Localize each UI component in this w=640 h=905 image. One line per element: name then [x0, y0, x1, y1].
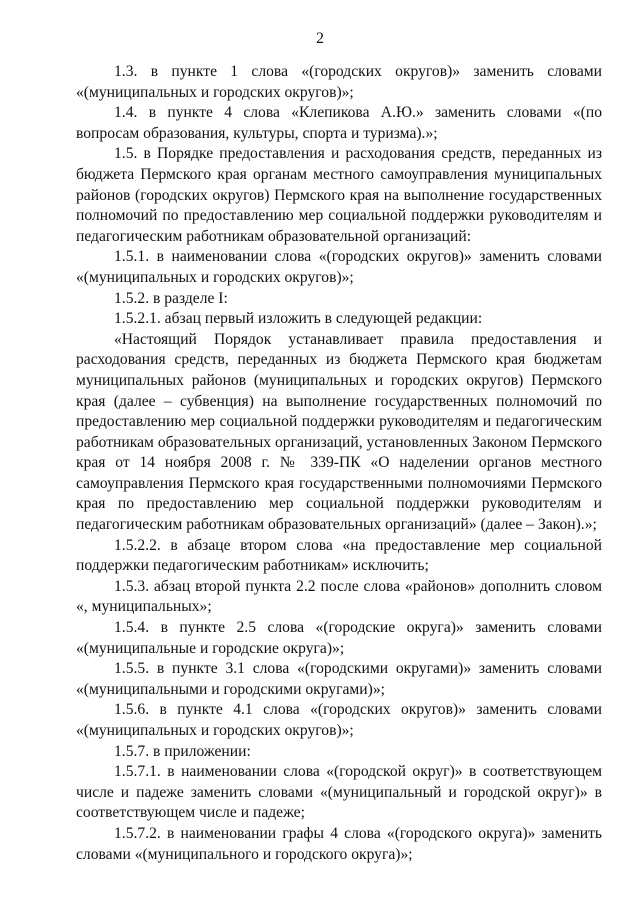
- paragraph-1-5-7-1: 1.5.7.1. в наименовании слова «(городской округ)» в соответствующем числе и падеже заменить словами «(муниципальный и городской округ)» в соответствующем числе и падеже;: [76, 763, 602, 822]
- paragraph-1-5-2-1: 1.5.2.1. абзац первый изложить в следующей редакции:: [114, 310, 483, 328]
- paragraph-1-5-2-2: 1.5.2.2. в абзаце втором слова «на предоставление мер социальной поддержки педагогическим работникам» исключить;: [76, 536, 602, 575]
- paragraph-1-5: 1.5. в Порядке предоставления и расходования средств, переданных из бюджета Пермского края органам местного самоуправления муниципальных районов (городских округов) Пермского края на выполнение государственных полномочий по предоставлению мер социальной поддержки руководителям и педагогическим работникам образовательной организаций:: [76, 145, 602, 245]
- paragraph-1-5-6: 1.5.6. в пункте 4.1 слова «(городских округов)» заменить словами «(муниципальных и городских округов)»;: [76, 701, 602, 739]
- paragraph-1-5-4: 1.5.4. в пункте 2.5 слова «(городские округа)» заменить словами «(муниципальные и городские округа)»;: [76, 619, 602, 657]
- paragraph-1-5-3: 1.5.3. абзац второй пункта 2.2 после слова «районов» дополнить словом «, муниципальных»;: [76, 577, 602, 616]
- paragraph-1-5-7: 1.5.7. в приложении:: [114, 742, 251, 760]
- paragraph-1-5-2: 1.5.2. в разделе I:: [114, 289, 228, 307]
- document-body: [76, 62, 602, 865]
- paragraph-1-3: 1.3. в пункте 1 слова «(городских округов)» заменить словами «(муниципальных и городских округов)»;: [76, 63, 602, 101]
- paragraph-1-5-5: 1.5.5. в пункте 3.1 слова «(городскими округами)» заменить словами «(муниципальными и городскими округами)»;: [76, 660, 602, 698]
- paragraph-1-5-7-2: 1.5.7.2. в наименовании графы 4 слова «(городского округа)» заменить словами «(муниципального и городского округа)»;: [76, 824, 602, 863]
- page-number: 2: [316, 30, 324, 47]
- paragraph-1-4: 1.4. в пункте 4 слова «Клепикова А.Ю.» заменить словами «(по вопросам образования, культуры, спорта и туризма).»;: [76, 104, 602, 142]
- paragraph-1-5-1: 1.5.1. в наименовании слова «(городских округов)» заменить словами «(муниципальных и городских округов)»;: [76, 248, 602, 286]
- paragraph-quoted-order: «Настоящий Порядок устанавливает правила предоставления и расходования средств, переданных из бюджета Пермского края бюджетам муниципальных районов (муниципальных и городских округов) Пермского края (далее – субвенция) на выполнение государственных полномочий по предоставлению мер социальной поддержки руководителям и педагогическим работникам образовательных организаций, установленных Законом Пермского края от 14 ноября 2008 г. № 339-ПК «О наделении органов местного самоуправления Пермского края государственными полномочиями Пермского края по предоставлению мер социальной поддержки руководителям и педагогическим работникам образовательных организаций» (далее – Закон).»;: [76, 330, 602, 534]
